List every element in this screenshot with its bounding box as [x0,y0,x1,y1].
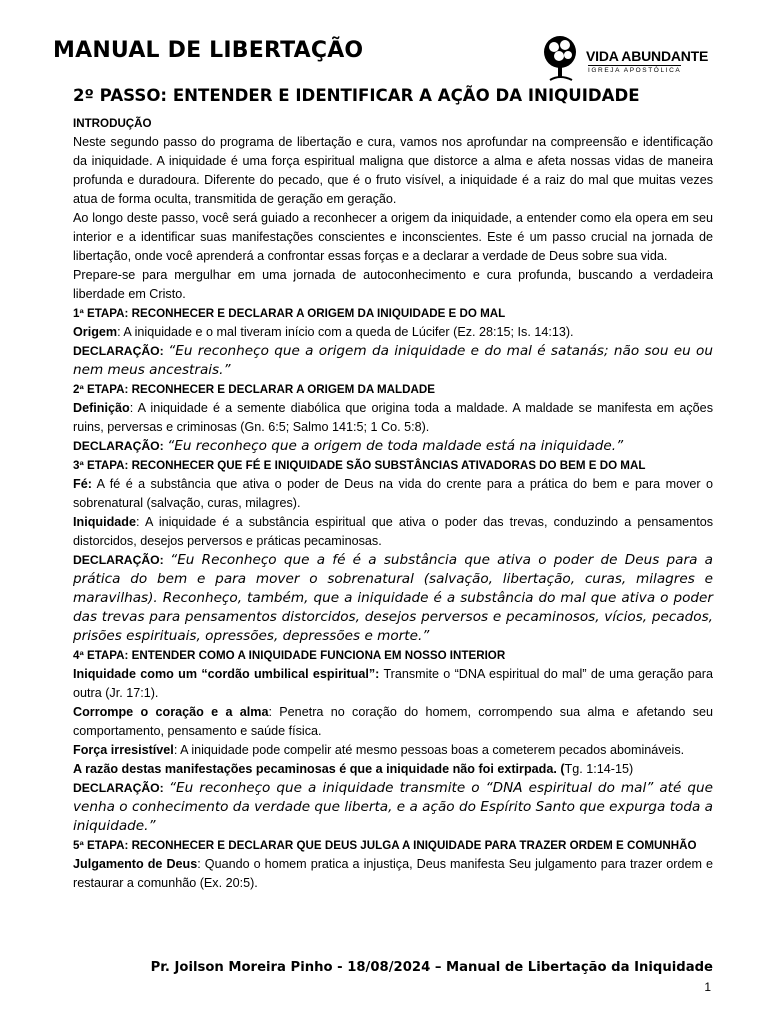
stage4-declaration-text: “Eu reconheço que a iniquidade transmite o “DNA espiritual do mal” até que venha o conhecimento da verdade que liberta, e a ação do Espírito Santo que expurga toda a iniquidade.” [73,780,714,834]
step-title: 2º PASSO: ENTENDER E IDENTIFICAR A AÇÃO DA INIQUIDADE [73,86,640,105]
stage2-heading: 2ª ETAPA: RECONHECER E DECLARAR A ORIGEM DA MALDADE [73,383,435,396]
stage2-declaration-text: “Eu reconheço que a origem de toda maldade está na iniquidade.” [167,438,624,454]
declaration-label: DECLARAÇÃO: [73,781,164,795]
stage2-definition-text: : A iniquidade é a semente diabólica que origina toda a maldade. A maldade se manifesta em ações ruins, perversas e criminosas (Gn. 6:5; Salmo 141:5; 1 Co. 5:8). [73,401,713,434]
stage3-iniquity-text: : A iniquidade é a substância espiritual que ativa o poder das trevas, conduzindo a pensamentos distorcidos, desejos perversos e práticas pecaminosas. [73,515,713,548]
stage3-heading: 3ª ETAPA: RECONHECER QUE FÉ E INIQUIDADE SÃO SUBSTÂNCIAS ATIVADORAS DO BEM E DO MAL [73,459,646,472]
stage1-declaration-text: “Eu reconheço que a origem da iniquidade e do mal é satanás; não sou eu ou nem meus ancestrais.” [73,343,713,378]
stage2-declaration [73,437,713,456]
stage4-item-3-text: : A iniquidade pode compelir até mesmo pessoas boas a cometerem pecados abomináveis. [173,743,685,757]
stage5-judgment [73,855,713,893]
stage3-iniquity-label: Iniquidade [73,515,136,529]
stage4-item-2-text: : Penetra no coração do homem, corrompendo sua alma e afetando seu comportamento, pensamento e saúde física. [73,705,713,738]
stage4-item-2 [73,703,713,741]
stage3-iniquity [73,513,713,551]
declaration-label: DECLARAÇÃO: [73,553,164,567]
intro-paragraph-1: Neste segundo passo do programa de libertação e cura, vamos nos aprofundar na compreensão e identificação da iniquidade. A iniquidade é uma força espiritual maligna que distorce a alma e afeta nossas vidas de maneira profunda e duradoura. Diferente do pecado, que é o fruto visível, a iniquidade é a raiz do mal que muitas vezes atua de forma oculta, transmitida de geração em geração. [73,135,713,206]
stage5-judgment-label: Julgamento de Deus [73,857,198,871]
stage3-faith-text: A fé é a substância que ativa o poder de Deus na vida do crente para a prática do bem e para mover o sobrenatural (salvação, curas, milagres). [73,477,713,510]
stage2-definition-label: Definição [73,401,130,415]
stage4-heading: 4ª ETAPA: ENTENDER COMO A INIQUIDADE FUNCIONA EM NOSSO INTERIOR [73,649,506,662]
stage5-judgment-text: : Quando o homem pratica a injustiça, Deus manifesta Seu julgamento para trazer ordem e restaurar a comunhão (Ex. 20:5). [73,857,713,890]
stage1-declaration [73,342,713,380]
tree-logo-icon [540,34,584,82]
church-logo [540,34,709,82]
stage3-faith [73,475,713,513]
stage1-origin-label: Origem [73,325,118,339]
declaration-label: DECLARAÇÃO: [73,439,164,453]
stage4-declaration [73,779,713,836]
logo-subtitle: IGREJA APOSTÓLICA [588,67,682,74]
page-number: 1 [704,980,711,994]
stage1-origin-text: : A iniquidade e o mal tiveram início com a queda de Lúcifer (Ez. 28:15; Is. 14:13). [117,325,574,339]
stage3-declaration-text: “Eu Reconheço que a fé é a substância que ativa o poder de Deus para a prática do bem e para mover o sobrenatural (salvação, libertação, curas, milagres e maravilhas). Reconheço, também, que a iniquidade é a substância do mal que ativa o poder das trevas para pensamentos distorcidos, desejos perversos e pecaminosos, vícios, pecados, prisões espirituais, opressões, depressões e morte.” [73,552,713,644]
stage4-reason [73,760,713,779]
logo-name: VIDA ABUNDANTE [586,48,709,64]
page-title: MANUAL DE LIBERTAÇÃO [53,38,364,63]
intro-paragraph-3: Prepare-se para mergulhar em uma jornada de autoconhecimento e cura profunda, buscando a verdadeira liberdade em Cristo. [73,268,713,301]
stage4-item-3-label: Força irresistível [73,743,174,757]
intro-heading: INTRODUÇÃO [73,117,152,130]
stage4-reason-bold: A razão destas manifestações pecaminosas é que a iniquidade não foi extirpada. ( [73,762,565,776]
stage5-heading: 5ª ETAPA: RECONHECER E DECLARAR QUE DEUS JULGA A INIQUIDADE PARA TRAZER ORDEM E COMUNHÃO [73,839,697,852]
document-body [73,114,713,893]
stage3-faith-label: Fé: [73,477,92,491]
stage4-item-1-label: Iniquidade como um “cordão umbilical espiritual”: [73,667,380,681]
intro-paragraph-2: Ao longo deste passo, você será guiado a reconhecer a origem da iniquidade, a entender como ela opera em seu interior e a identificar suas manifestações conscientes e inconscientes. Este é um passo crucial na jornada de libertação, onde você aprenderá a confrontar essas forças e a declarar a verdade de Deus sobre sua vida. [73,211,713,263]
page-footer: Pr. Joilson Moreira Pinho - 18/08/2024 – Manual de Libertação da Iniquidade [150,960,713,975]
stage1-heading: 1ª ETAPA: RECONHECER E DECLARAR A ORIGEM DA INIQUIDADE E DO MAL [73,307,506,320]
stage3-declaration [73,551,713,646]
stage2-definition [73,399,713,437]
stage4-item-1 [73,665,713,703]
declaration-label: DECLARAÇÃO: [73,344,164,358]
stage4-item-2-label: Corrompe o coração e a alma [73,705,269,719]
stage1-origin [73,323,713,342]
stage4-item-1-text: Transmite o “DNA espiritual do mal” de uma geração para outra (Jr. 17:1). [73,667,713,700]
stage4-reason-ref: Tg. 1:14-15) [564,762,634,776]
stage4-item-3 [73,741,713,760]
